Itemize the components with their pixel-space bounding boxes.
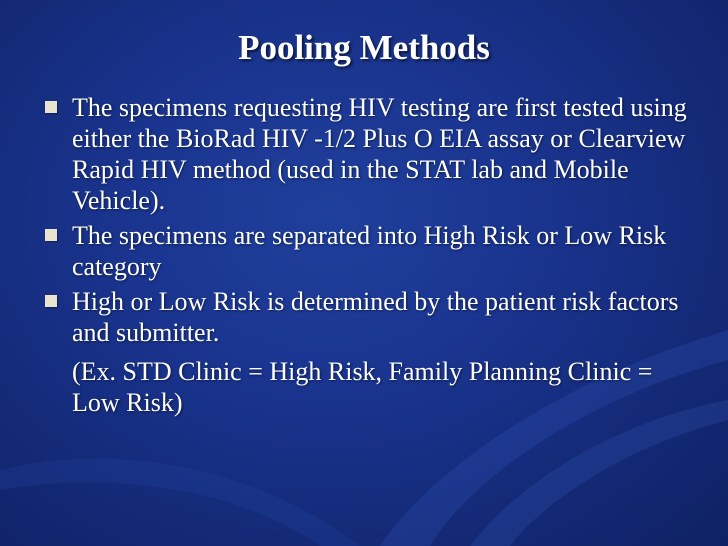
square-bullet-icon — [45, 229, 57, 241]
square-bullet-icon — [45, 295, 57, 307]
example-paragraph: (Ex. STD Clinic = High Risk, Family Planning Clinic = Low Risk) — [72, 357, 653, 417]
bullet-text: High or Low Risk is determined by the patient risk factors and submitter. — [72, 287, 679, 347]
slide-title: Pooling Methods — [238, 28, 490, 67]
bullet-item — [40, 286, 700, 348]
bullet-list — [40, 92, 700, 418]
bullet-text: The specimens requesting HIV testing are first tested using either the BioRad HIV -1/2 Plus O EIA assay or Clearview Rapid HIV method (used in the STAT lab and Mobile Vehicle). — [72, 93, 687, 215]
square-bullet-icon — [45, 101, 57, 113]
bullet-item — [40, 220, 700, 282]
bullet-text: The specimens are separated into High Risk or Low Risk category — [72, 221, 667, 281]
bullet-item — [40, 92, 700, 216]
